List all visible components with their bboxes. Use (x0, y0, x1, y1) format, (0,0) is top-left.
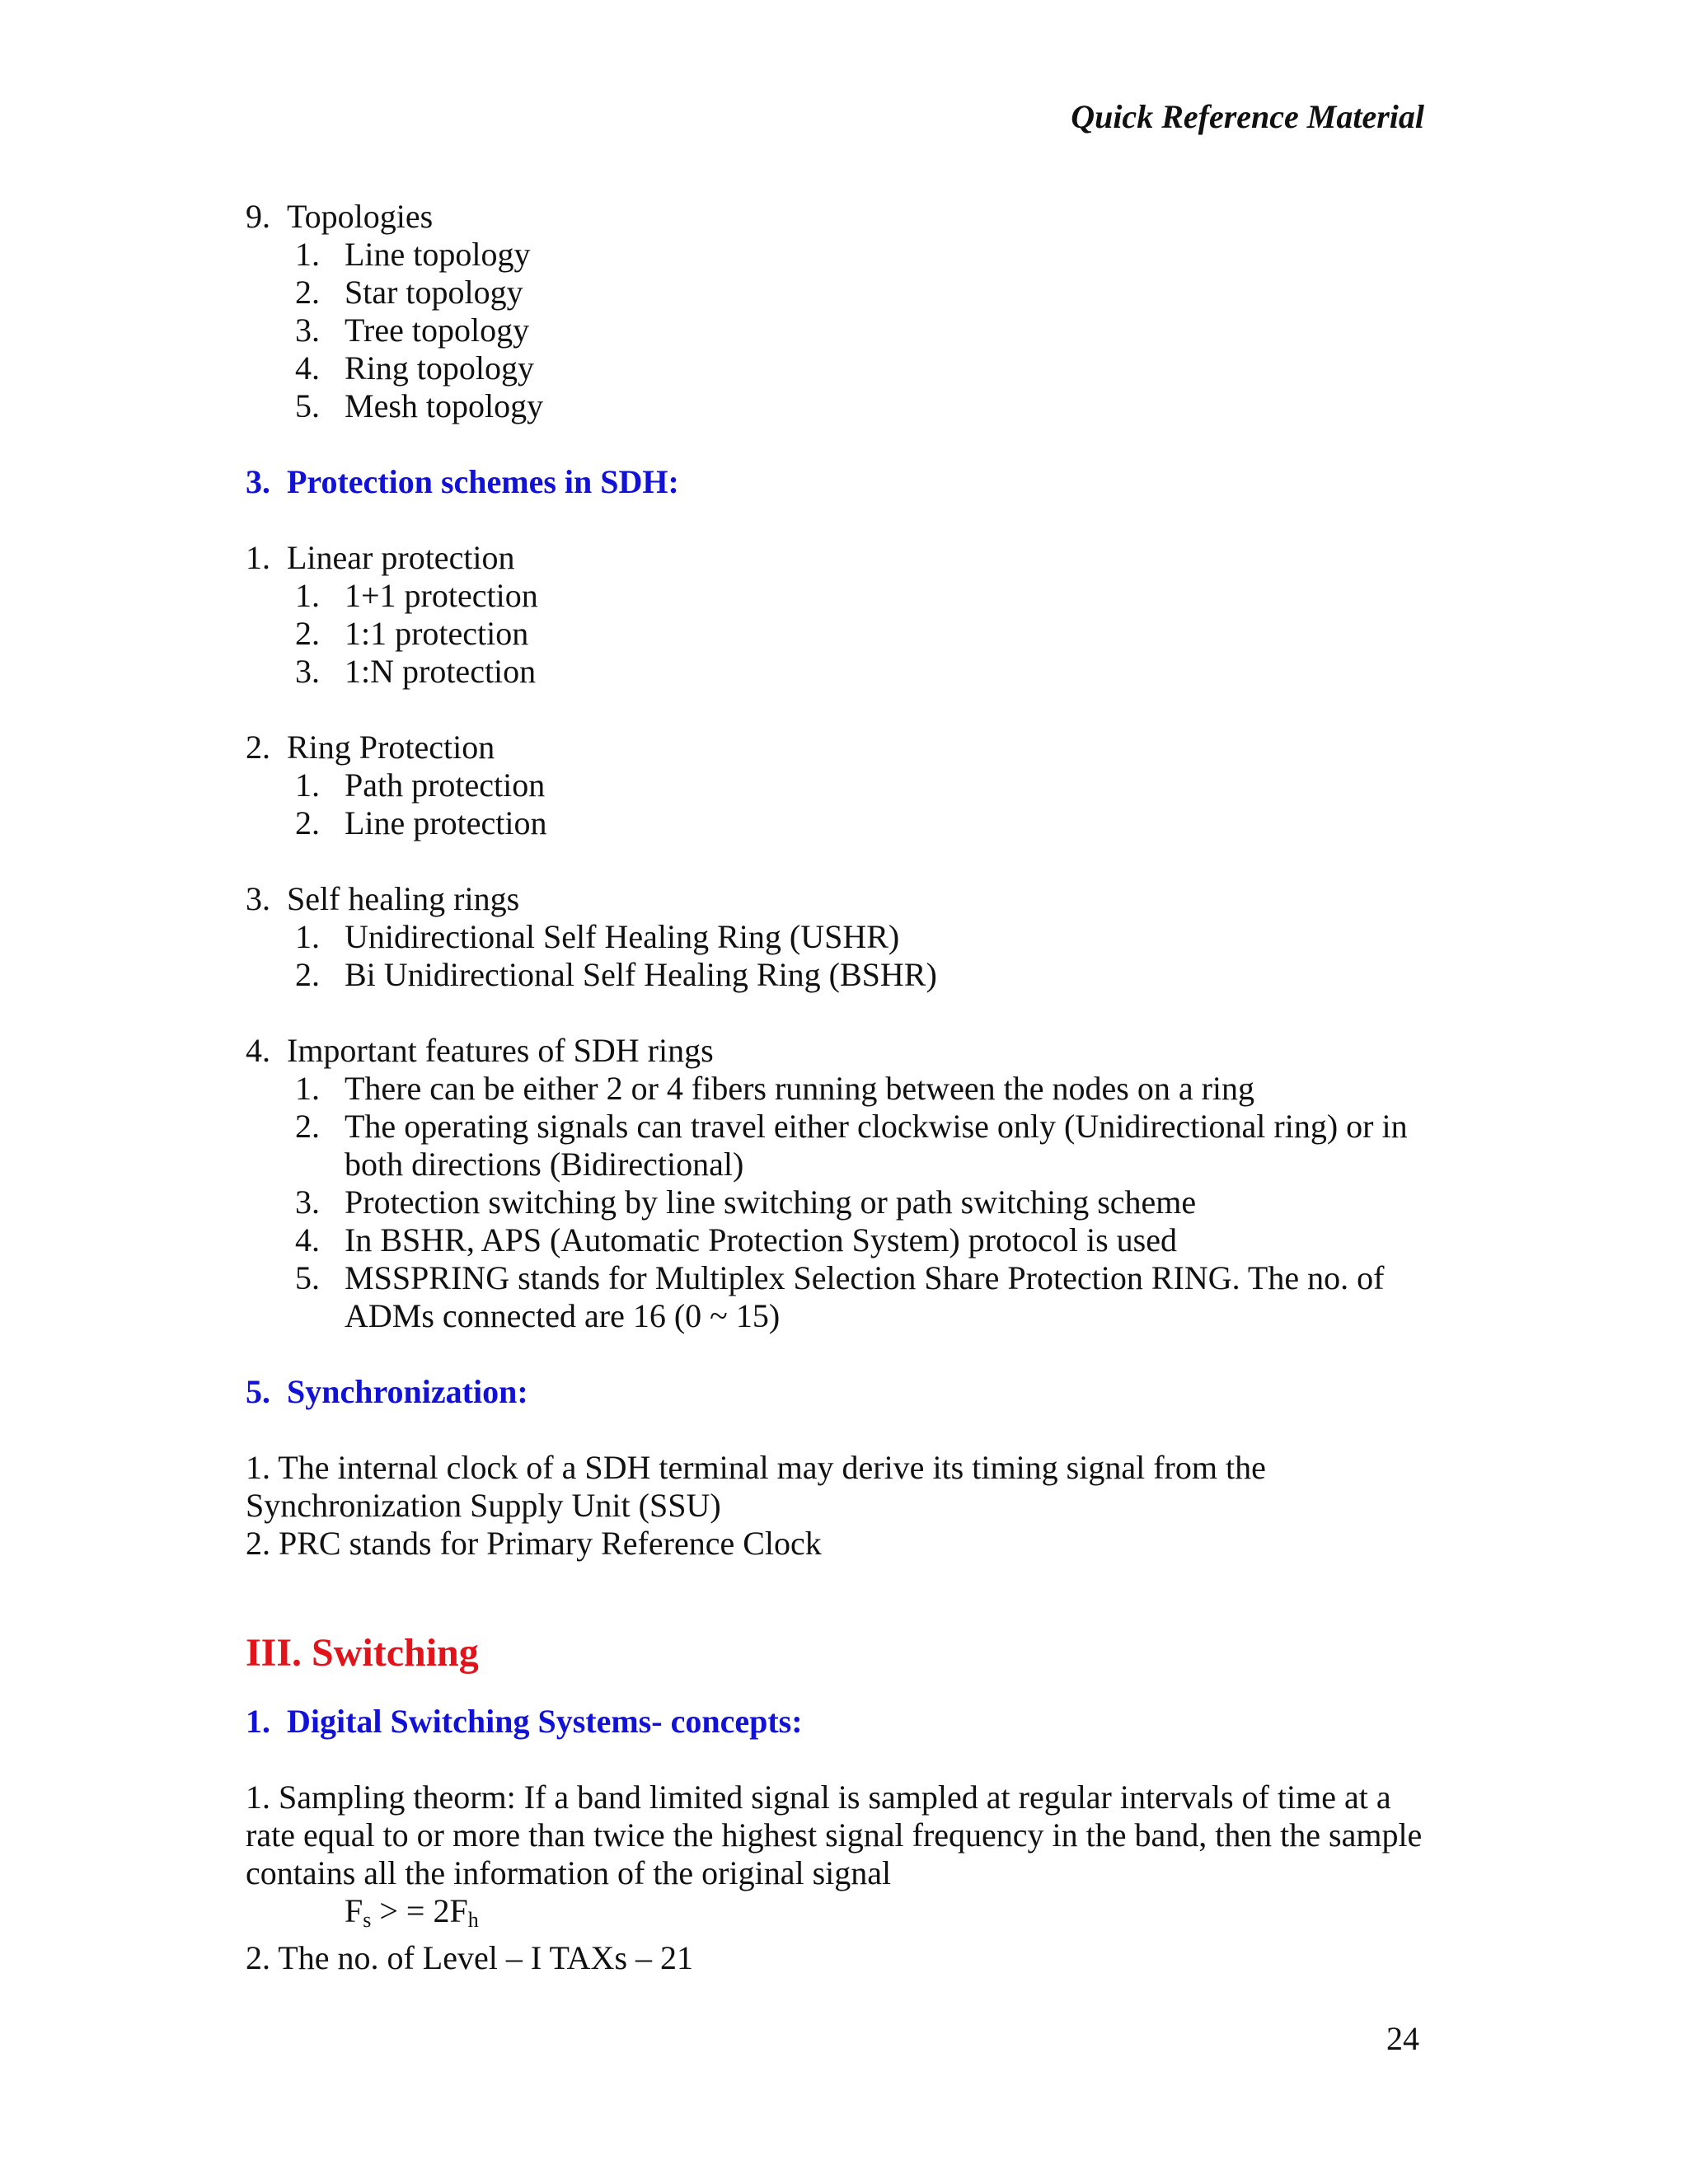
list-item: 2. Line protection (295, 804, 547, 841)
page-content (246, 198, 1432, 1977)
list-item: 2. Ring Protection (246, 729, 495, 766)
formula: $F_s$ > = $2F_h$ (345, 1892, 479, 1932)
list-item: 2. 1:1 protection (295, 615, 529, 652)
running-header: Quick Reference Material (1071, 98, 1424, 135)
list-item: 1. Unidirectional Self Healing Ring (USHR) (295, 918, 900, 955)
list-item: 2. The operating signals can travel either clockwise only (Unidirectional ring) or in both directions (Bidirectional) (295, 1108, 1408, 1183)
list-item: 1. Linear protection (246, 539, 515, 576)
list-item: 3. Tree topology (295, 312, 530, 349)
list-item: 3. Protection switching by line switching or path switching scheme (295, 1183, 1197, 1221)
list-item: 5. Mesh topology (295, 387, 544, 424)
list-item: 3. Self healing rings (246, 880, 520, 917)
list-item: 3. 1:N protection (295, 653, 537, 690)
paragraph: 2. PRC stands for Primary Reference Clock (246, 1525, 822, 1562)
paragraph: 1. Sampling theorm: If a band limited signal is sampled at regular intervals of time at a rate equal to or more than twice the highest signal frequency in the band, then the sample contains all the information of the original signal (246, 1779, 1423, 1891)
paragraph: 1. The internal clock of a SDH terminal may derive its timing signal from the Synchronization Supply Unit (SSU) (246, 1449, 1266, 1524)
section-heading: 5. Synchronization: (246, 1373, 528, 1410)
list-item: 1. Path protection (295, 766, 546, 804)
section-heading: 3. Protection schemes in SDH: (246, 463, 679, 500)
list-item: 1. Line topology (295, 236, 531, 273)
section-heading: 1. Digital Switching Systems- concepts: (246, 1703, 803, 1740)
list-item: 4. Ring topology (295, 349, 535, 387)
list-item: 2. Star topology (295, 274, 523, 311)
list-item: 1. 1+1 protection (295, 577, 538, 614)
list-item: 2. Bi Unidirectional Self Healing Ring (BSHR) (295, 956, 937, 993)
list-item: 5. MSSPRING stands for Multiplex Selection Share Protection RING. The no. of ADMs connected are 16 (0 ~ 15) (295, 1259, 1385, 1334)
list-item: 1. There can be either 2 or 4 fibers running between the nodes on a ring (295, 1070, 1255, 1107)
list-item: 4. In BSHR, APS (Automatic Protection System) protocol is used (295, 1221, 1177, 1258)
chapter-heading: III. Switching (246, 1631, 479, 1675)
list-item: 9. Topologies (246, 198, 434, 235)
page-number: 24 (1386, 2020, 1419, 2057)
paragraph: 2. The no. of Level – I TAXs – 21 (246, 1939, 694, 1976)
list-item: 4. Important features of SDH rings (246, 1032, 714, 1069)
